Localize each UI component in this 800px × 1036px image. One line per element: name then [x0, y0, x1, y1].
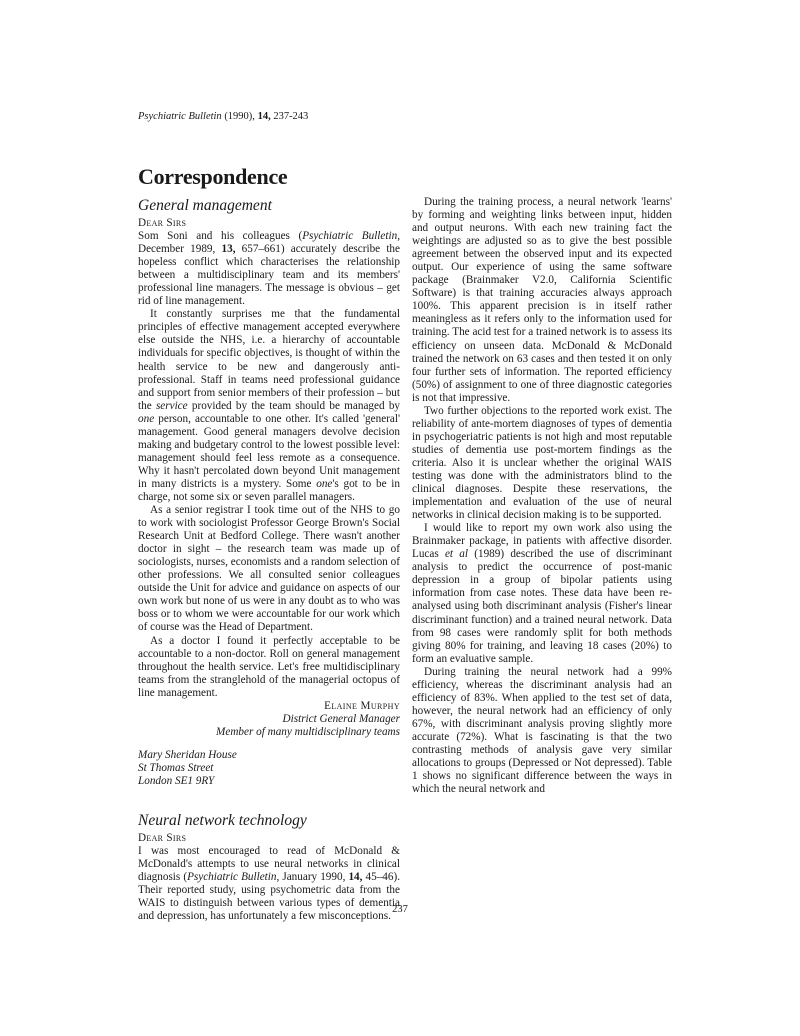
salutation: Dear Sirs: [138, 831, 187, 844]
signature-role: Member of many multidisciplinary teams: [216, 725, 400, 738]
address-line: Mary Sheridan House: [138, 748, 237, 761]
journal-pages: 237-243: [273, 111, 309, 122]
running-head: [138, 110, 308, 124]
salutation: Dear Sirs: [138, 217, 187, 229]
paragraph: As a doctor I found it perfectly acceptable to be accountable to a non-doctor. Roll on general management throughout the health service. Let's free multidisciplinary teams from the stranglehold of the managerial octopus of line management.: [138, 634, 400, 699]
address-line: St Thomas Street: [138, 762, 214, 775]
page-number: 237: [392, 904, 408, 915]
paragraph: During training the neural network had a 99% efficiency, whereas the discriminant analysis had an efficiency of 83%. When applied to the test set of data, however, the neural network had an efficiency of only 67%, with discriminant analysis proving slightly more accurate (72%). What is fascinating is that the two contrasting methods of analysis gave very similar allocations to groups (Depressed or Not depressed). Table 1 shows no significant difference between the ways in which the neural network and: [412, 665, 672, 796]
paragraph: During the training process, a neural network 'learns' by forming and weighting links between input, hidden and output neurons. With each new training fact the weightings are adjusted so as to give the best possible agreement between the observed input and its expected output. Our experience of using the same software package (Brainmaker V2.0, California Scientific Software) is that training accuracies always approach 100%. This apparent precision is in itself rather meaningless as it refers only to the information used for training. The acid test for a trained network is to assess its efficiency on unseen data. McDonald & McDonald trained the network on 63 cases and then tested it on only four further sets of information. The reported efficiency (50%) of assignment to one of three diagnostic categories is not that impressive.: [412, 196, 672, 404]
section-title: Correspondence: [138, 164, 288, 189]
paragraph: It constantly surprises me that the fundamental principles of effective management accepted everywhere else outside the NHS, i.e. a hierarchy of accountable individuals for specific objectives, is thought of within the health service to be new and dangerously anti-professional. Staff in teams need professional guidance and support from senior members of their profession – but the service provided by the team should be managed by one person, accountable to one other. It's called 'general' management. Good general managers devolve decision making and budgetary control to the lowest possible level: management should feel less remote as a consequence. Why it hasn't percolated down beyond Unit management in many districts is a mystery. Some one's got to be in charge, not some six or seven parallel managers.: [138, 308, 401, 503]
paragraph: I would like to report my own work also using the Brainmaker package, in patients with affective disorder. Lucas et al (1989) described the use of discriminant analysis to predict the occurrence of post-manic depression in a group of bipolar patients using information from case notes. These data have been re-analysed using both discriminant analysis (Fisher's linear discriminant function) and a trained neural network. Data from 98 cases were randomly split for both methods giving 80% for training, and leaving 18 cases (20%) to form an evaluative sample.: [412, 522, 672, 665]
paragraph: Two further objections to the reported work exist. The reliability of ante-mortem diagnoses of types of dementia in psychogeriatric patients is not high and most reputable studies of dementia use post-mortem findings as the criteria. Also it is unclear whether the original WAIS testing was done with the administrators blind to the clinical diagnoses. Despite these reservations, the implementation and evaluation of the use of neural networks in clinical decision making is to be supported.: [412, 404, 672, 522]
article-title-neural-network: Neural network technology: [138, 811, 307, 829]
journal-year: (1990),: [224, 111, 255, 122]
address-block: [138, 749, 400, 789]
journal-name: Psychiatric Bulletin: [138, 111, 222, 122]
article-title-general-management: General management: [138, 197, 272, 214]
journal-volume: 14,: [257, 111, 271, 122]
signature-role: District General Manager: [282, 712, 400, 725]
paragraph: As a senior registrar I took time out of the NHS to go to work with sociologist Professor George Brown's Social Research Unit at Bedford College. There wasn't another doctor in sight – the research team was made up of sociologists, nurses, economists and a random selection of other professions. We all consulted senior colleagues outside the Unit for advice and guidance on aspects of our own work but none of us were in any doubt as to who was boss or to whom we were accountable for our work which of course was the Head of Department.: [138, 504, 400, 634]
paragraph: I was most encouraged to read of McDonald & McDonald's attempts to use neural networks in clinical diagnosis (Psychiatric Bulletin, January 1990, 14, 45–46). Their reported study, using psychometric data from the WAIS to distinguish between various types of dementia and depression, has unfortunately a few misconceptions.: [138, 844, 400, 923]
right-column: [412, 196, 672, 796]
paragraph: Som Soni and his colleagues (Psychiatric Bulletin, December 1989, 13, 657–661) accurately describe the hopeless conflict which characterises the relationship between a multidisciplinary team and its members' professional line managers. The message is obvious – get rid of line management.: [138, 230, 400, 308]
address-line: London SE1 9RY: [138, 775, 215, 788]
signature-name: Elaine Murphy: [324, 699, 400, 712]
